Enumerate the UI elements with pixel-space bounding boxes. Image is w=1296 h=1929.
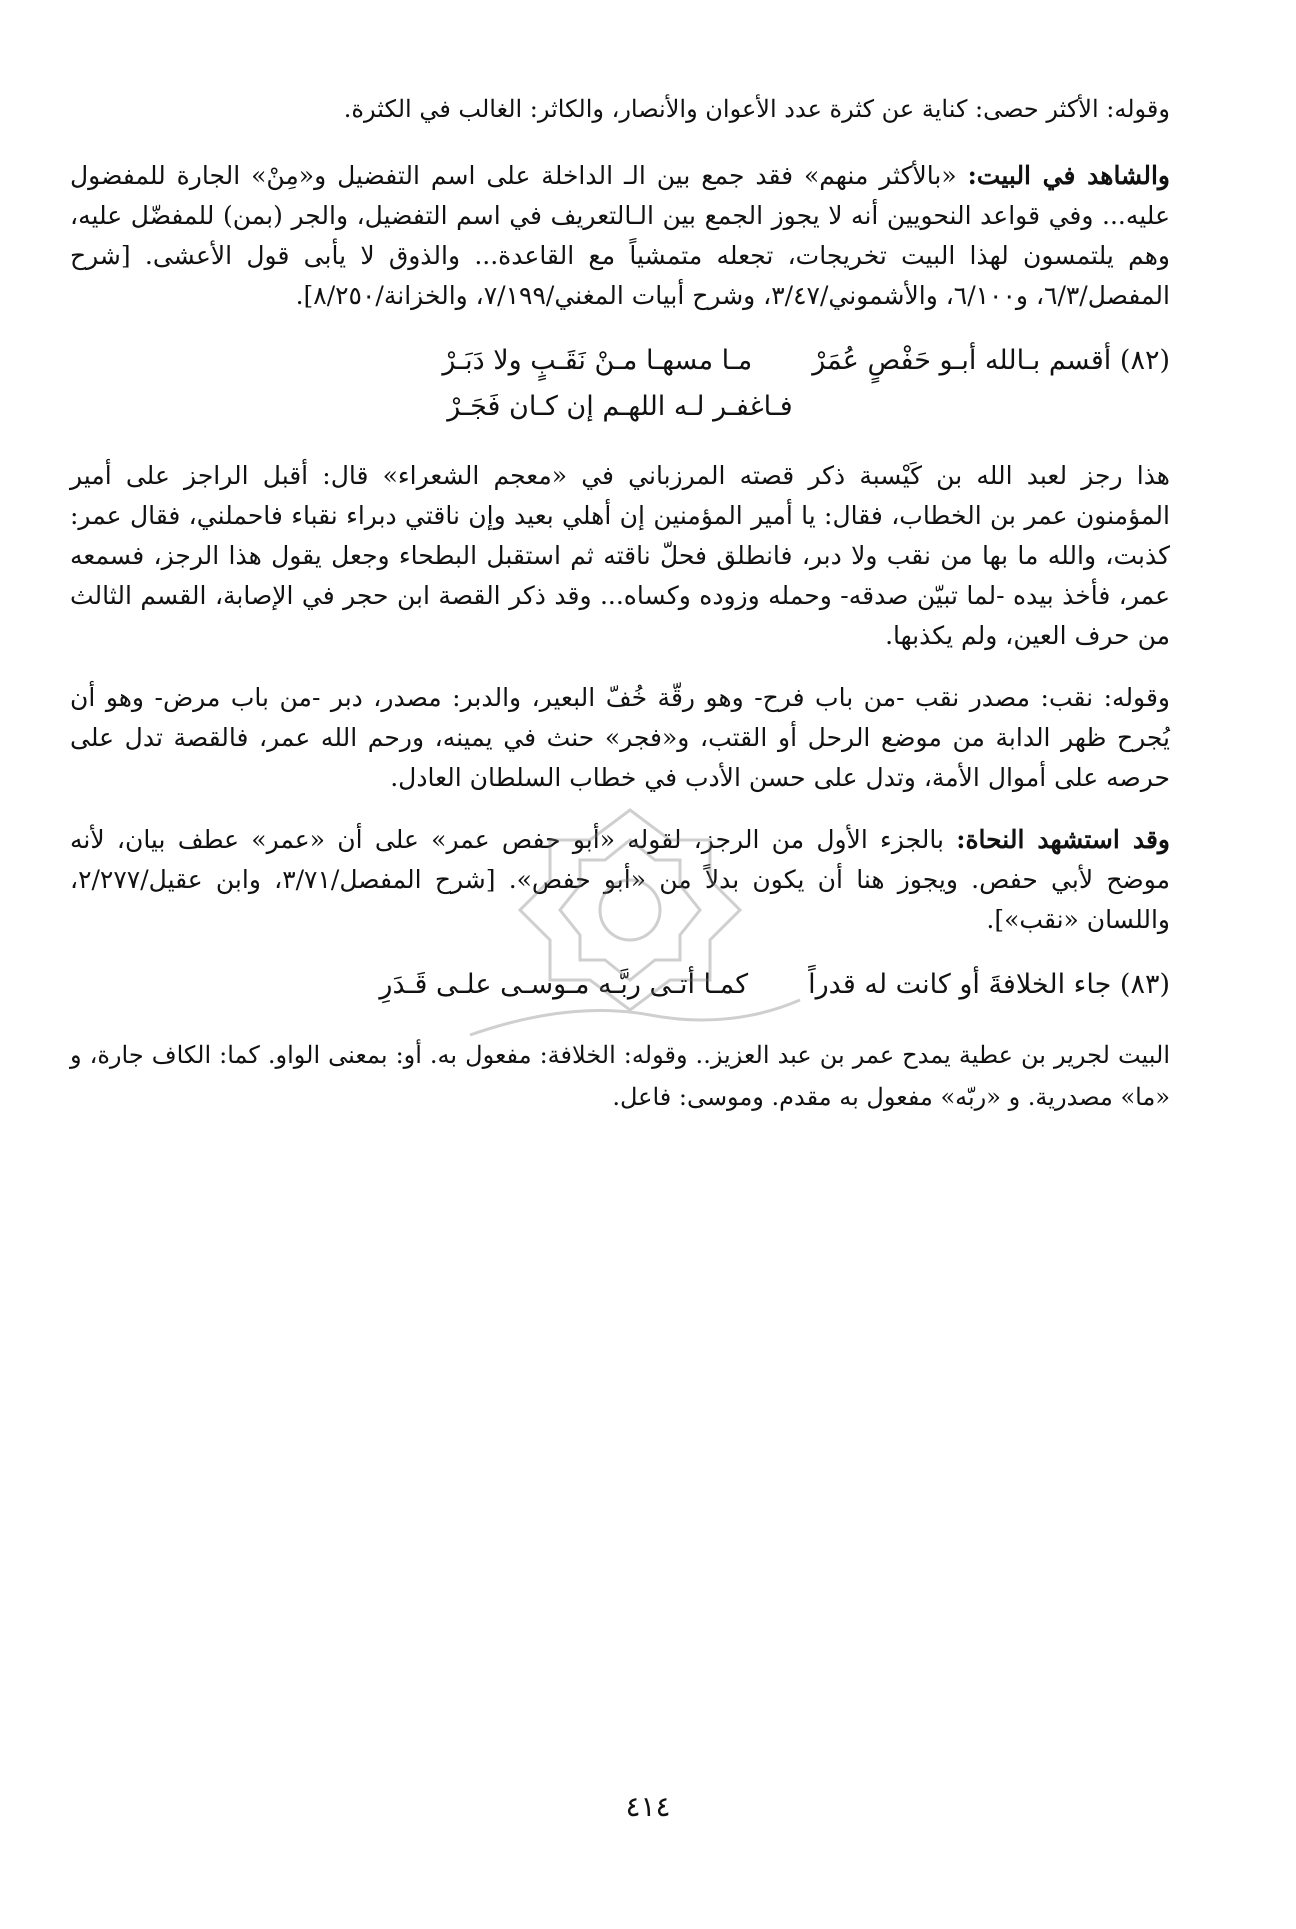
verse-83-first-half: جاء الخلافةَ أو كانت له قدراً (808, 969, 1112, 1000)
page-number: ٤١٤ (625, 1790, 671, 1823)
verse-82-line-2 (70, 384, 1170, 430)
verse-82-number: (٨٢) (1119, 345, 1170, 376)
verse-82-first-half: أقسم بـالله أبـو حَفْصٍ عُمَرْ (812, 345, 1112, 376)
paragraph-kathra-explanation: وقوله: الأكثر حصى: كناية عن كثرة عدد الأعوان والأنصار، والكاثر: الغالب في الكثرة. (343, 95, 1170, 123)
verse-83-second-half: كمـا أتـى ربَّـه مـوسـى علـى قَـدَرِ (379, 969, 749, 1000)
paragraph-jarir-explanation: البيت لجرير بن عطية يمدح عمر بن عبد العزيز.. وقوله: الخلافة: مفعول به. أو: بمعنى الواو. كما: الكاف جارة، و «ما» مصدرية. و «ربّه» مفعول به مقدم. وموسى: فاعل. (70, 1041, 1170, 1111)
nuhat-text: بالجزء الأول من الرجز، لقوله «أبو حفص عمر» على أن «عمر» عطف بيان، لأنه موضح لأبي حفص. ويجوز هنا أن يكون بدلاً من «أبو حفص». [شرح المفصل/٣/٧١، وابن عقيل/٢/٢٧٧، واللسان «نقب»]. (70, 825, 1170, 934)
watermark-seal-icon (450, 800, 810, 1060)
paragraph-vocabulary: وقوله: نقب: مصدر نقب -من باب فرح- وهو رقّة خُفّ البعير، والدبر: مصدر، دبر -من باب مرض- وهو أن يُجرح ظهر الدابة من موضع الرحل أو القتب، و«فجر» حنث في يمينه، ورحم الله عمر، فالقصة تدل على حرصه على أموال الأمة، وتدل على حسن الأدب في خطاب السلطان العادل. (70, 683, 1170, 792)
verse-83-number: (٨٣) (1119, 969, 1170, 1000)
nuhat-lead: وقد استشهد النحاة: (956, 825, 1170, 854)
verse-83-hemistich-1 (808, 962, 1170, 1008)
shahid-lead: والشاهد في البيت: (967, 161, 1170, 190)
verse-82-line-1 (70, 338, 1170, 384)
verse-82 (70, 338, 1170, 430)
paragraph-rajaz-story: هذا رجز لعبد الله بن كَيْسبة ذكر قصته المرزباني في «معجم الشعراء» قال: أقبل الراجز على أمير المؤمنون عمر بن الخطاب، فقال: يا أمير المؤمنين إن أهلي بعيد وإن ناقتي دبراء نقباء فاحملني، فقال عمر: كذبت، والله ما بها من نقب ولا دبر، فانطلق فحلّ ناقته ثم استقبل البطحاء وجعل يقول هذا الرجز، فسمعه عمر، فأخذ بيده -لما تبيّن صدقه- وحمله وزوده وكساه... وقد ذكر القصة ابن حجر في الإصابة، القسم الثالث من حرف العين، ولم يكذبها. (70, 461, 1170, 650)
shahid-text: «بالأكثر منهم» فقد جمع بين الـ الداخلة على اسم التفضيل و«مِنْ» الجارة للمفضول عليه... وفي قواعد النحويين أنه لا يجوز الجمع بين الـالتعريف في اسم التفضيل، والجر (بمن) للمفضّل عليه، وهم يلتمسون لهذا البيت تخريجات، تجعله متمشياً مع القاعدة... والذوق لا يأبى قول الأعشى. [شرح المفصل/٦/٣، و٦/١٠٠، والأشموني/٣/٤٧، وشرح أبيات المغني/٧/١٩٩، والخزانة/٨/٢٥٠]. (70, 161, 1170, 310)
paragraph-shahid-explanation (70, 156, 1170, 316)
verse-82-third-half: فـاغفـر لـه اللهـم إن كـان فَجَـرْ (447, 391, 793, 422)
verse-82-second-half: مـا مسهـا مـنْ نَقَـبٍ ولا دَبَـرْ (442, 345, 753, 376)
verse-82-hemistich-1 (812, 338, 1170, 384)
